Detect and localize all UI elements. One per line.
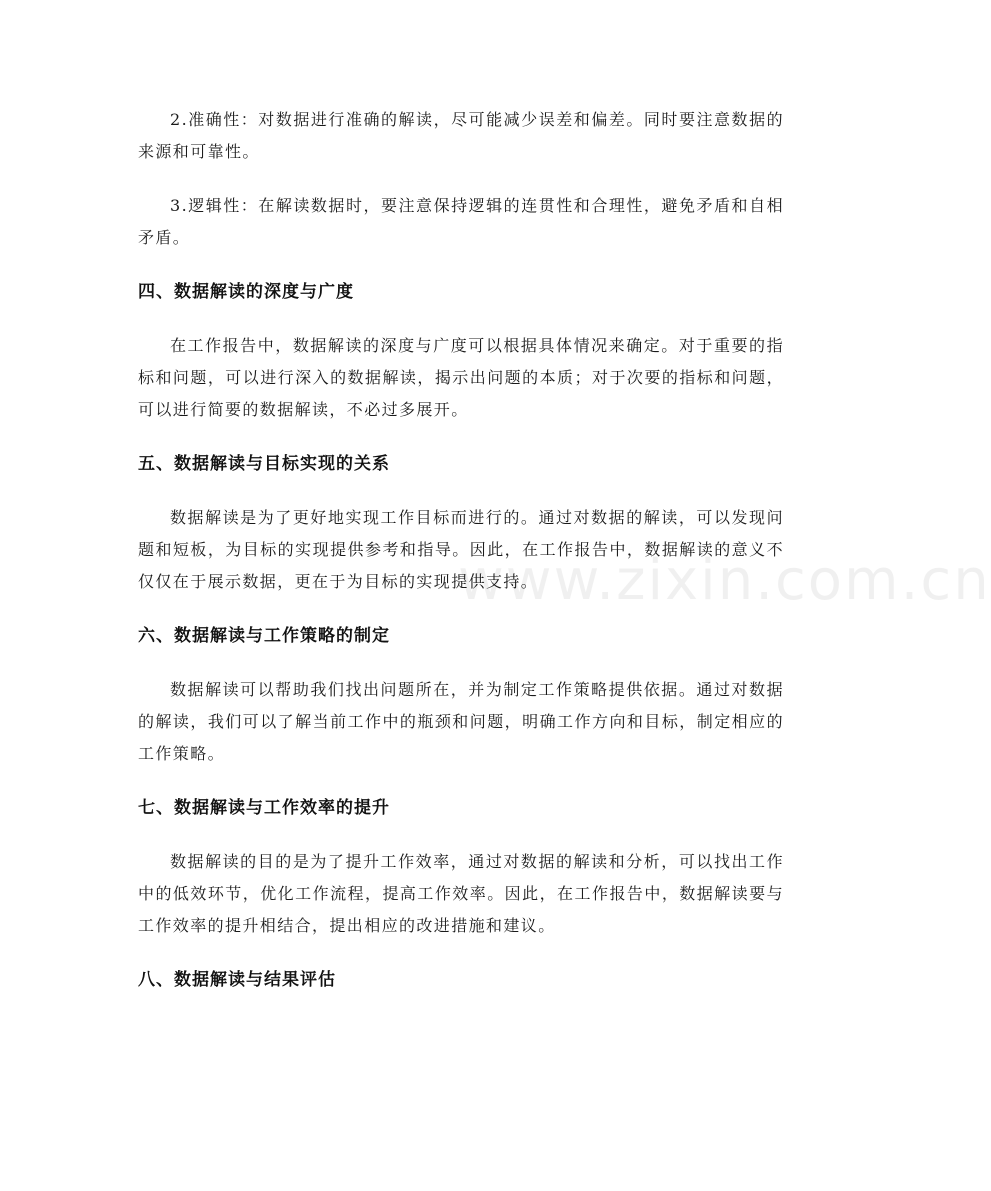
section-heading: 五、数据解读与目标实现的关系 [138, 454, 390, 474]
section-paragraph: 数据解读是为了更好地实现工作目标而进行的。通过对数据的解读，可以发现问题和短板，为目标的实现提供参考和指导。因此，在工作报告中，数据解读的意义不仅仅在于展示数据，更在于为目标的实现提供支持。 [138, 508, 784, 591]
section-paragraph: 数据解读的目的是为了提升工作效率，通过对数据的解读和分析，可以找出工作中的低效环节，优化工作流程，提高工作效率。因此，在工作报告中，数据解读要与工作效率的提升相结合，提出相应的改进措施和建议。 [138, 852, 784, 935]
section-strategy [138, 620, 784, 770]
document-body [138, 104, 784, 996]
section-heading: 八、数据解读与结果评估 [138, 970, 336, 990]
section-heading: 六、数据解读与工作策略的制定 [138, 626, 390, 646]
section-heading: 四、数据解读的深度与广度 [138, 282, 354, 302]
section-heading: 七、数据解读与工作效率的提升 [138, 798, 390, 818]
section-paragraph: 数据解读可以帮助我们找出问题所在，并为制定工作策略提供依据。通过对数据的解读，我们可以了解当前工作中的瓶颈和问题，明确工作方向和目标，制定相应的工作策略。 [138, 680, 784, 763]
section-paragraph: 在工作报告中，数据解读的深度与广度可以根据具体情况来确定。对于重要的指标和问题，可以进行深入的数据解读，揭示出问题的本质；对于次要的指标和问题，可以进行简要的数据解读，不必过多展开。 [138, 336, 784, 419]
watermark: www.zixin.com.cn [458, 548, 991, 613]
paragraph-accuracy: 2.准确性：对数据进行准确的解读，尽可能减少误差和偏差。同时要注意数据的来源和可靠性。 [138, 110, 784, 161]
paragraph-logic: 3.逻辑性：在解读数据时，要注意保持逻辑的连贯性和合理性，避免矛盾和自相矛盾。 [138, 196, 784, 247]
section-depth-breadth [138, 276, 784, 426]
section-result-evaluation [138, 964, 784, 996]
section-efficiency [138, 792, 784, 942]
section-goal-relation [138, 448, 784, 598]
